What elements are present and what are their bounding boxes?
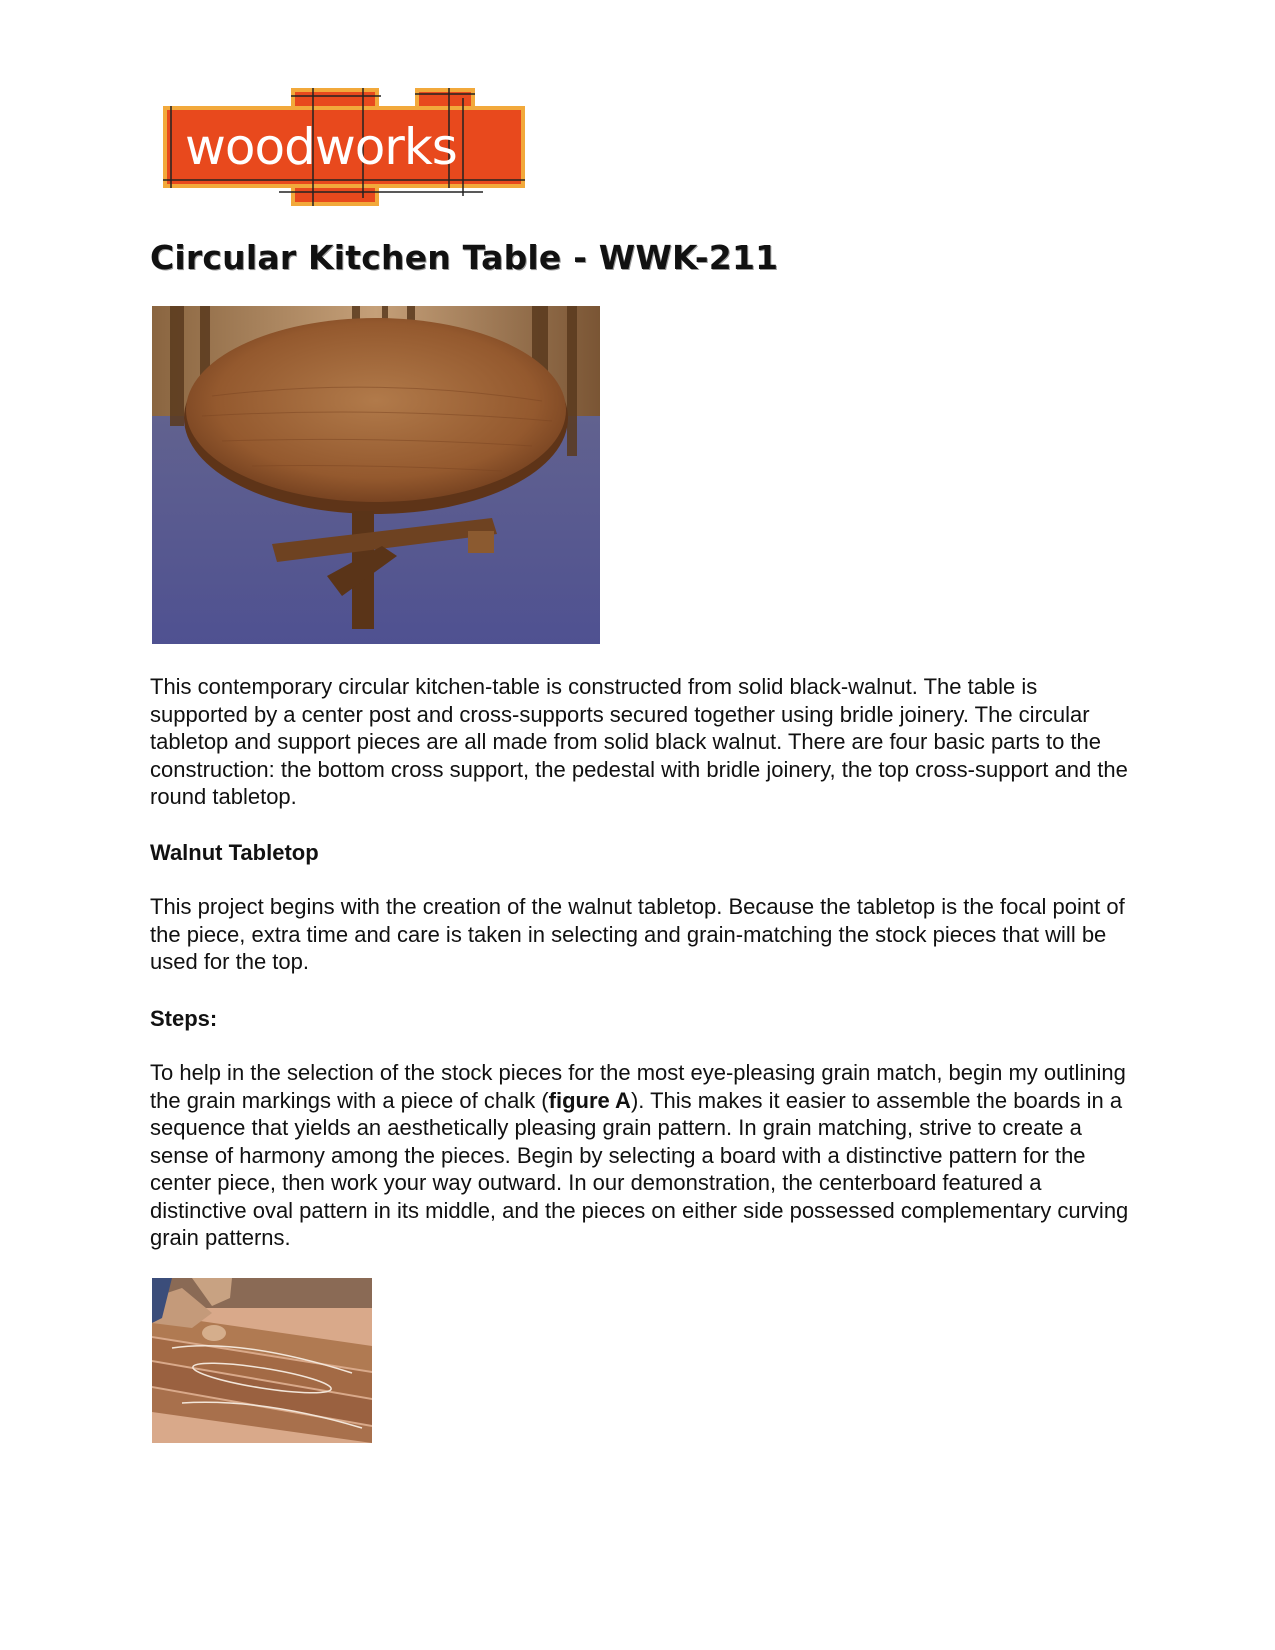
steps-text-after: ). This makes it easier to assemble the boards in a sequence that yields an aesthetically pleasing grain pattern. In grain matching, strive to create a sense of harmony among the pieces. Begin by selecting a board with a distinctive pattern for the center piece, then work your way outward. In our demonstration, the centerboard featured a distinctive oval pattern in its middle, and the pieces on either side possessed complementary curving grain patterns. (150, 1087, 1129, 1250)
steps-text-before: To help in the selection of the stock pieces for the most eye-pleasing grain match, begin my outlining the grain markings with a piece of chalk ( (150, 1060, 1126, 1113)
figure-reference: figure A (548, 1087, 631, 1113)
intro-paragraph: This contemporary circular kitchen-table is constructed from solid black-walnut. The table is supported by a center post and cross-supports secured together using bridle joinery. The circular tabletop and support pieces are all made from solid black walnut. There are four basic parts to the construction: the bottom cross support, the pedestal with bridle joinery, the top cross-support and the round tabletop. (150, 674, 1128, 809)
figure-a-photo (152, 1278, 372, 1443)
woodworks-logo (163, 88, 528, 206)
page-title: Circular Kitchen Table - WWK-211 (150, 238, 779, 277)
table-photo (152, 306, 600, 644)
svg-text:woodworks: woodworks (185, 118, 457, 176)
walnut-tabletop-paragraph: This project begins with the creation of the walnut tabletop. Because the tabletop is the focal point of the piece, extra time and care is taken in selecting and grain-matching the stock pieces that will be used for the top. (150, 894, 1125, 974)
section-heading-walnut-tabletop: Walnut Tabletop (150, 840, 319, 865)
steps-paragraph (150, 1059, 1135, 1252)
section-heading-steps: Steps: (150, 1006, 218, 1031)
